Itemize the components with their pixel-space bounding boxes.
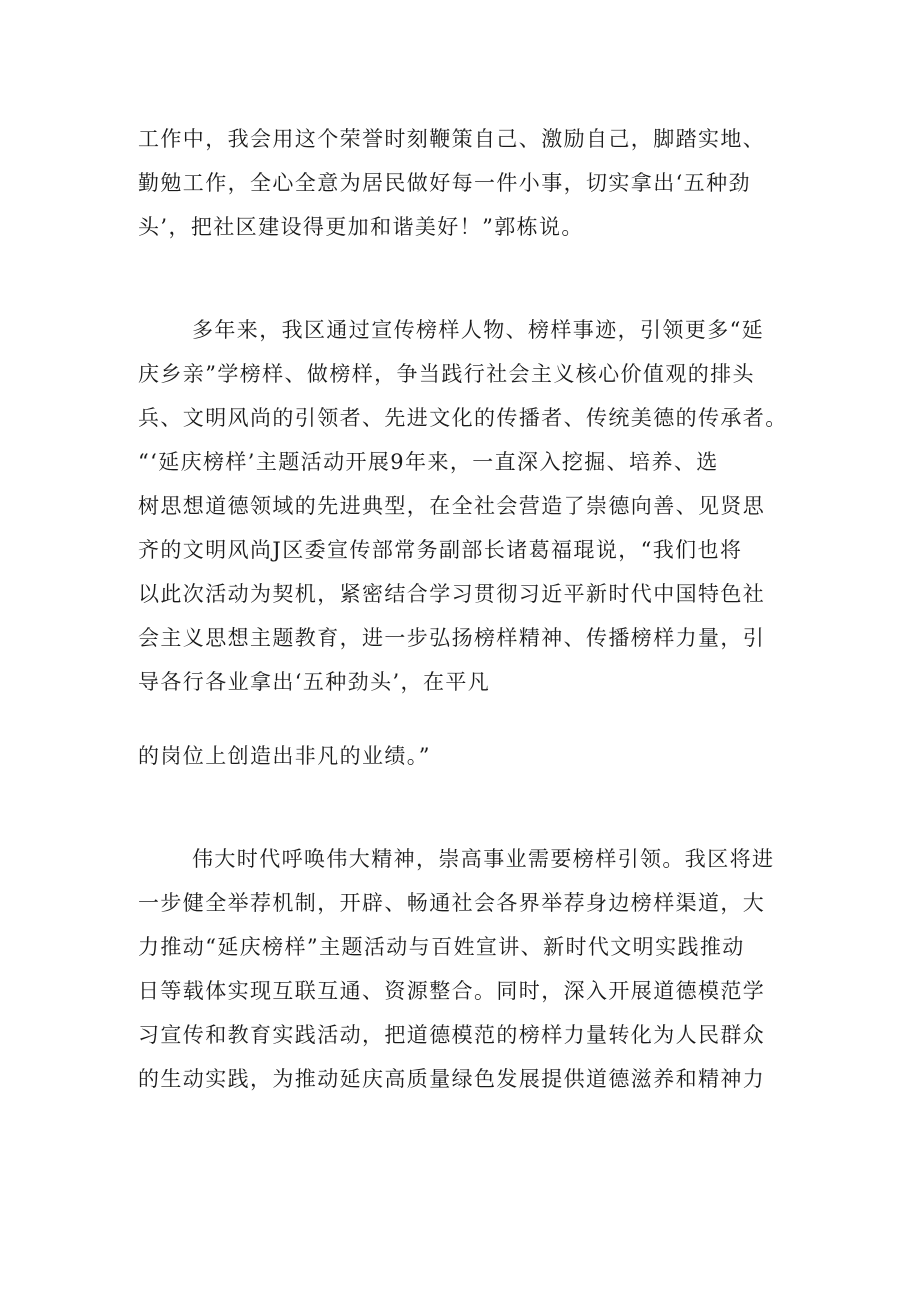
text-line: 导各行各业拿出‘五种劲头’，在平凡 (138, 670, 491, 694)
text-line: 力推动“延庆榜样”主题活动与百姓宣讲、新时代文明实践推动 (138, 935, 745, 959)
text-line: 勤勉工作，全心全意为居民做好每一件小事，切实拿出‘五种劲 (138, 171, 751, 195)
text-line: 伟大时代呼唤伟大精神，崇高事业需要榜样引领。我区将进 (192, 847, 775, 871)
text-line: 习宣传和教育实践活动，把道德模范的榜样力量转化为人民群众 (138, 1023, 766, 1047)
text-line: 齐的文明风尚J区委宣传部常务副部长诸葛福琨说，“我们也将 (138, 538, 743, 562)
text-line: 庆乡亲”学榜样、做榜样，争当践行社会主义核心价值观的排头 (138, 362, 755, 386)
text-line: “‘延庆榜样’主题活动开展9年来，一直深入挖掘、培养、选 (138, 450, 719, 474)
text-line: 多年来，我区通过宣传榜样人物、榜样事迹，引领更多“延 (192, 318, 765, 342)
text-line: 头’，把社区建设得更加和谐美好！”郭栋说。 (138, 215, 584, 239)
text-line: 以此次活动为契机，紧密结合学习贯彻习近平新时代中国特色社 (138, 582, 766, 606)
text-line: 工作中，我会用这个荣誉时刻鞭策自己、激励自己，脚踏实地、 (138, 127, 766, 151)
text-line: 日等载体实现互联互通、资源整合。同时，深入开展道德模范学 (138, 979, 766, 1003)
text-line: 树思想道德领域的先进典型，在全社会营造了崇德向善、见贤思 (138, 494, 766, 518)
text-line: 的生动实践，为推动延庆高质量绿色发展提供道德滋养和精神力 (138, 1067, 766, 1091)
text-line: 兵、文明风尚的引领者、先进文化的传播者、传统美德的传承者。 (138, 406, 788, 430)
text-line: 会主义思想主题教育，进一步弘扬榜样精神、传播榜样力量，引 (138, 626, 766, 650)
text-line: 一步健全举荐机制，开辟、畅通社会各界举荐身边榜样渠道，大 (138, 891, 766, 915)
text-line: 的岗位上创造出非凡的业绩。” (138, 744, 431, 768)
